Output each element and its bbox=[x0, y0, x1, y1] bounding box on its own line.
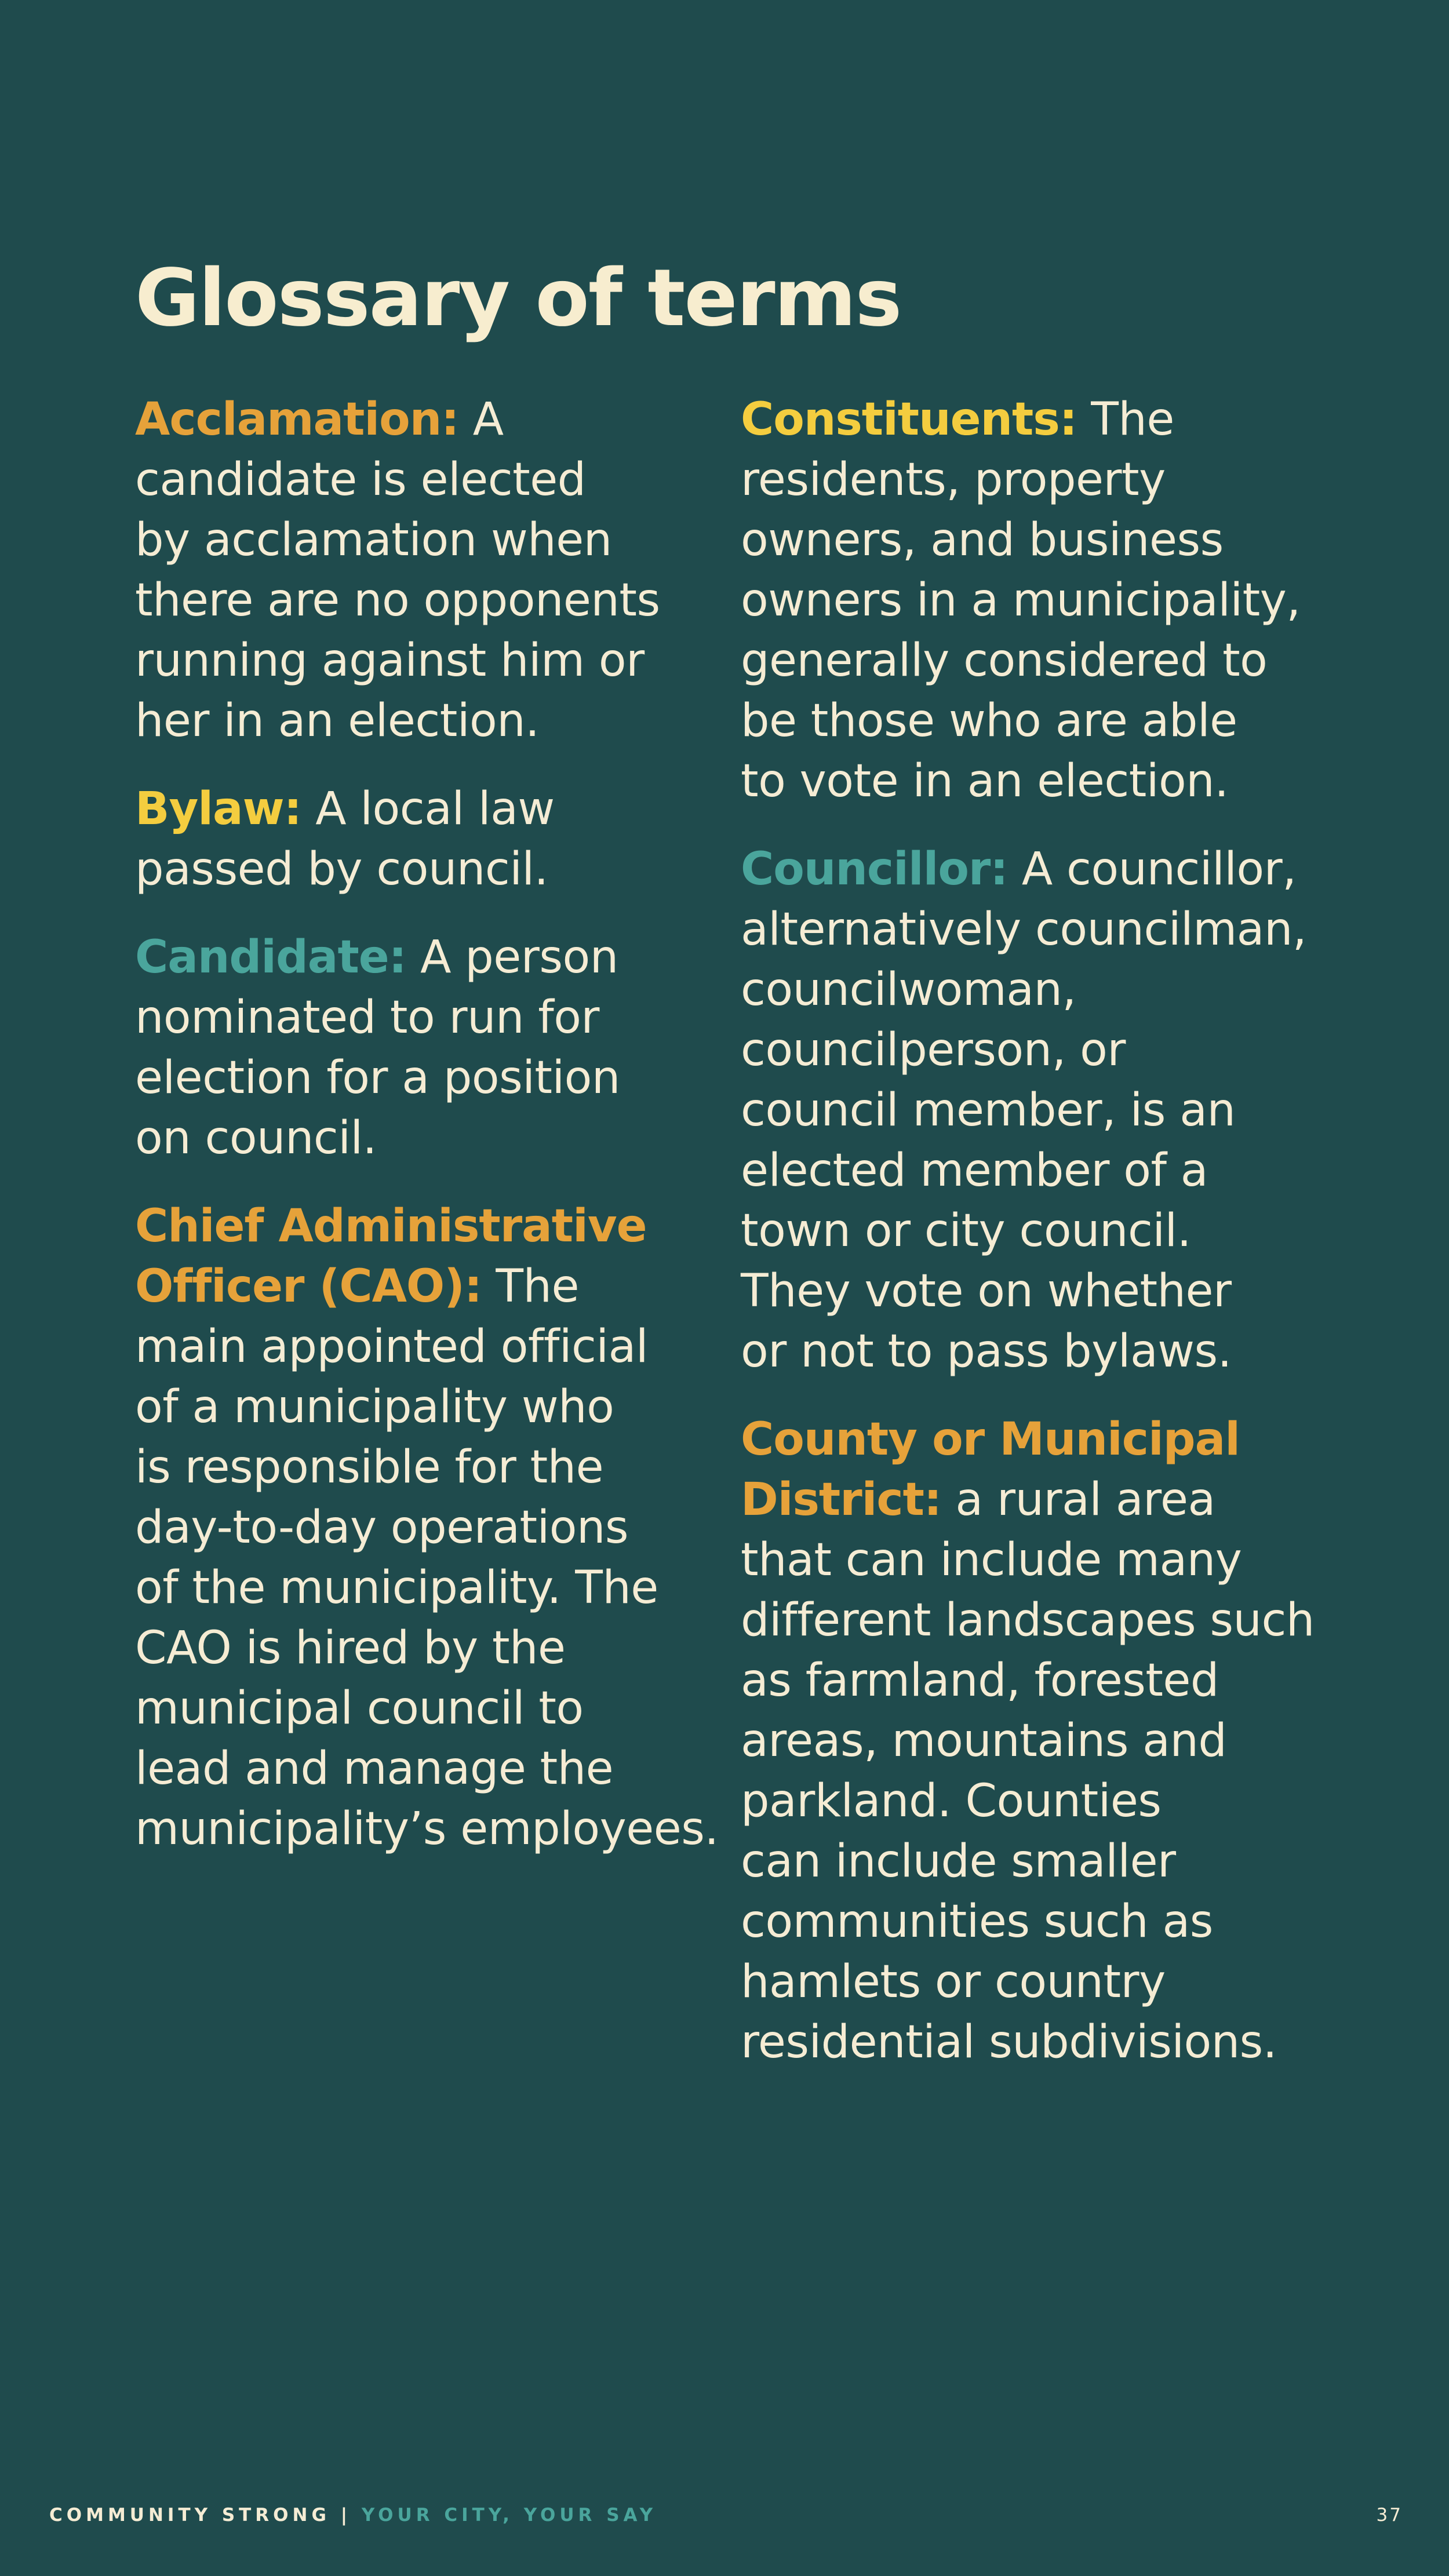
term-bylaw: Bylaw: bbox=[135, 783, 301, 835]
definition-line: owners in a municipality, bbox=[741, 574, 1301, 626]
definition-line: a rural area bbox=[941, 1474, 1215, 1526]
definition-line: by acclamation when bbox=[135, 514, 612, 566]
glossary-entry-cao bbox=[135, 1196, 719, 1859]
glossary-entry-acclamation bbox=[135, 389, 691, 751]
glossary-entry-county bbox=[741, 1409, 1320, 2072]
definition-line: A bbox=[458, 393, 504, 446]
definition-line: is responsible for the bbox=[135, 1441, 604, 1493]
term-acclamation: Acclamation: bbox=[135, 393, 459, 446]
definition-line: main appointed official bbox=[135, 1321, 649, 1373]
definition-line: alternatively councilman, bbox=[741, 903, 1307, 956]
definition-line: A local law bbox=[301, 783, 555, 835]
page-title: Glossary of terms bbox=[135, 253, 901, 344]
term-cao-line-2: Officer (CAO): bbox=[135, 1260, 482, 1313]
definition-line: council member, is an bbox=[741, 1084, 1236, 1136]
footer-brand bbox=[49, 2505, 657, 2526]
definition-line: different landscapes such bbox=[741, 1594, 1315, 1646]
definition-line: generally considered to bbox=[741, 635, 1268, 687]
definition-line: can include smaller bbox=[741, 1835, 1176, 1888]
definition-line: there are no opponents bbox=[135, 574, 660, 626]
glossary-column-right bbox=[741, 389, 1320, 2100]
definition-line: be those who are able bbox=[741, 695, 1237, 747]
definition-line: municipal council to bbox=[135, 1682, 584, 1735]
definition-line: day-to-day operations bbox=[135, 1502, 629, 1554]
definition-line: parkland. Counties bbox=[741, 1775, 1162, 1827]
definition-line: A councillor, bbox=[1007, 843, 1297, 895]
term-candidate: Candidate: bbox=[135, 931, 406, 983]
definition-line: of a municipality who bbox=[135, 1381, 614, 1433]
term-county-line-2: District: bbox=[741, 1474, 942, 1526]
glossary-entry-bylaw bbox=[135, 779, 691, 899]
glossary-entry-constituents bbox=[741, 389, 1320, 811]
definition-line: lead and manage the bbox=[135, 1743, 614, 1795]
definition-line: owners, and business bbox=[741, 514, 1224, 566]
definition-line: as farmland, forested bbox=[741, 1655, 1219, 1707]
definition-line: running against him or bbox=[135, 635, 645, 687]
definition-line: A person bbox=[406, 931, 618, 983]
definition-line: candidate is elected bbox=[135, 454, 586, 506]
definition-line: nominated to run for bbox=[135, 992, 600, 1044]
definition-line: They vote on whether bbox=[741, 1265, 1232, 1317]
definition-line: communities such as bbox=[741, 1896, 1213, 1948]
definition-line: elected member of a bbox=[741, 1145, 1208, 1197]
definition-line: The bbox=[482, 1260, 579, 1313]
glossary-entry-candidate bbox=[135, 927, 691, 1168]
glossary-column-left bbox=[135, 389, 719, 1887]
definition-line: on council. bbox=[135, 1112, 377, 1164]
footer-tagline: YOUR CITY, YOUR SAY bbox=[361, 2505, 657, 2526]
definition-line: that can include many bbox=[741, 1534, 1242, 1586]
term-county-line-1: County or Municipal bbox=[741, 1413, 1240, 1466]
term-constituents: Constituents: bbox=[741, 393, 1077, 446]
definition-line: councilwoman, bbox=[741, 964, 1076, 1016]
definition-line: her in an election. bbox=[135, 695, 540, 747]
footer-brand-name: COMMUNITY STRONG | bbox=[49, 2505, 362, 2526]
definition-line: to vote in an election. bbox=[741, 755, 1229, 807]
definition-line: passed by council. bbox=[135, 843, 548, 895]
term-cao-line-1: Chief Administrative bbox=[135, 1200, 647, 1252]
definition-line: town or city council. bbox=[741, 1205, 1192, 1257]
definition-line: The bbox=[1076, 393, 1174, 446]
definition-line: residents, property bbox=[741, 454, 1166, 506]
definition-line: of the municipality. The bbox=[135, 1562, 658, 1614]
definition-line: CAO is hired by the bbox=[135, 1622, 566, 1674]
term-councillor: Councillor: bbox=[741, 843, 1008, 895]
definition-line: or not to pass bylaws. bbox=[741, 1325, 1232, 1378]
definition-line: councilperson, or bbox=[741, 1024, 1126, 1076]
definition-line: residential subdivisions. bbox=[741, 2016, 1277, 2068]
page-number: 37 bbox=[1376, 2505, 1403, 2526]
definition-line: areas, mountains and bbox=[741, 1715, 1227, 1767]
glossary-entry-councillor bbox=[741, 839, 1320, 1382]
definition-line: election for a position bbox=[135, 1052, 620, 1104]
definition-line: municipality’s employees. bbox=[135, 1803, 719, 1855]
definition-line: hamlets or country bbox=[741, 1956, 1166, 2008]
